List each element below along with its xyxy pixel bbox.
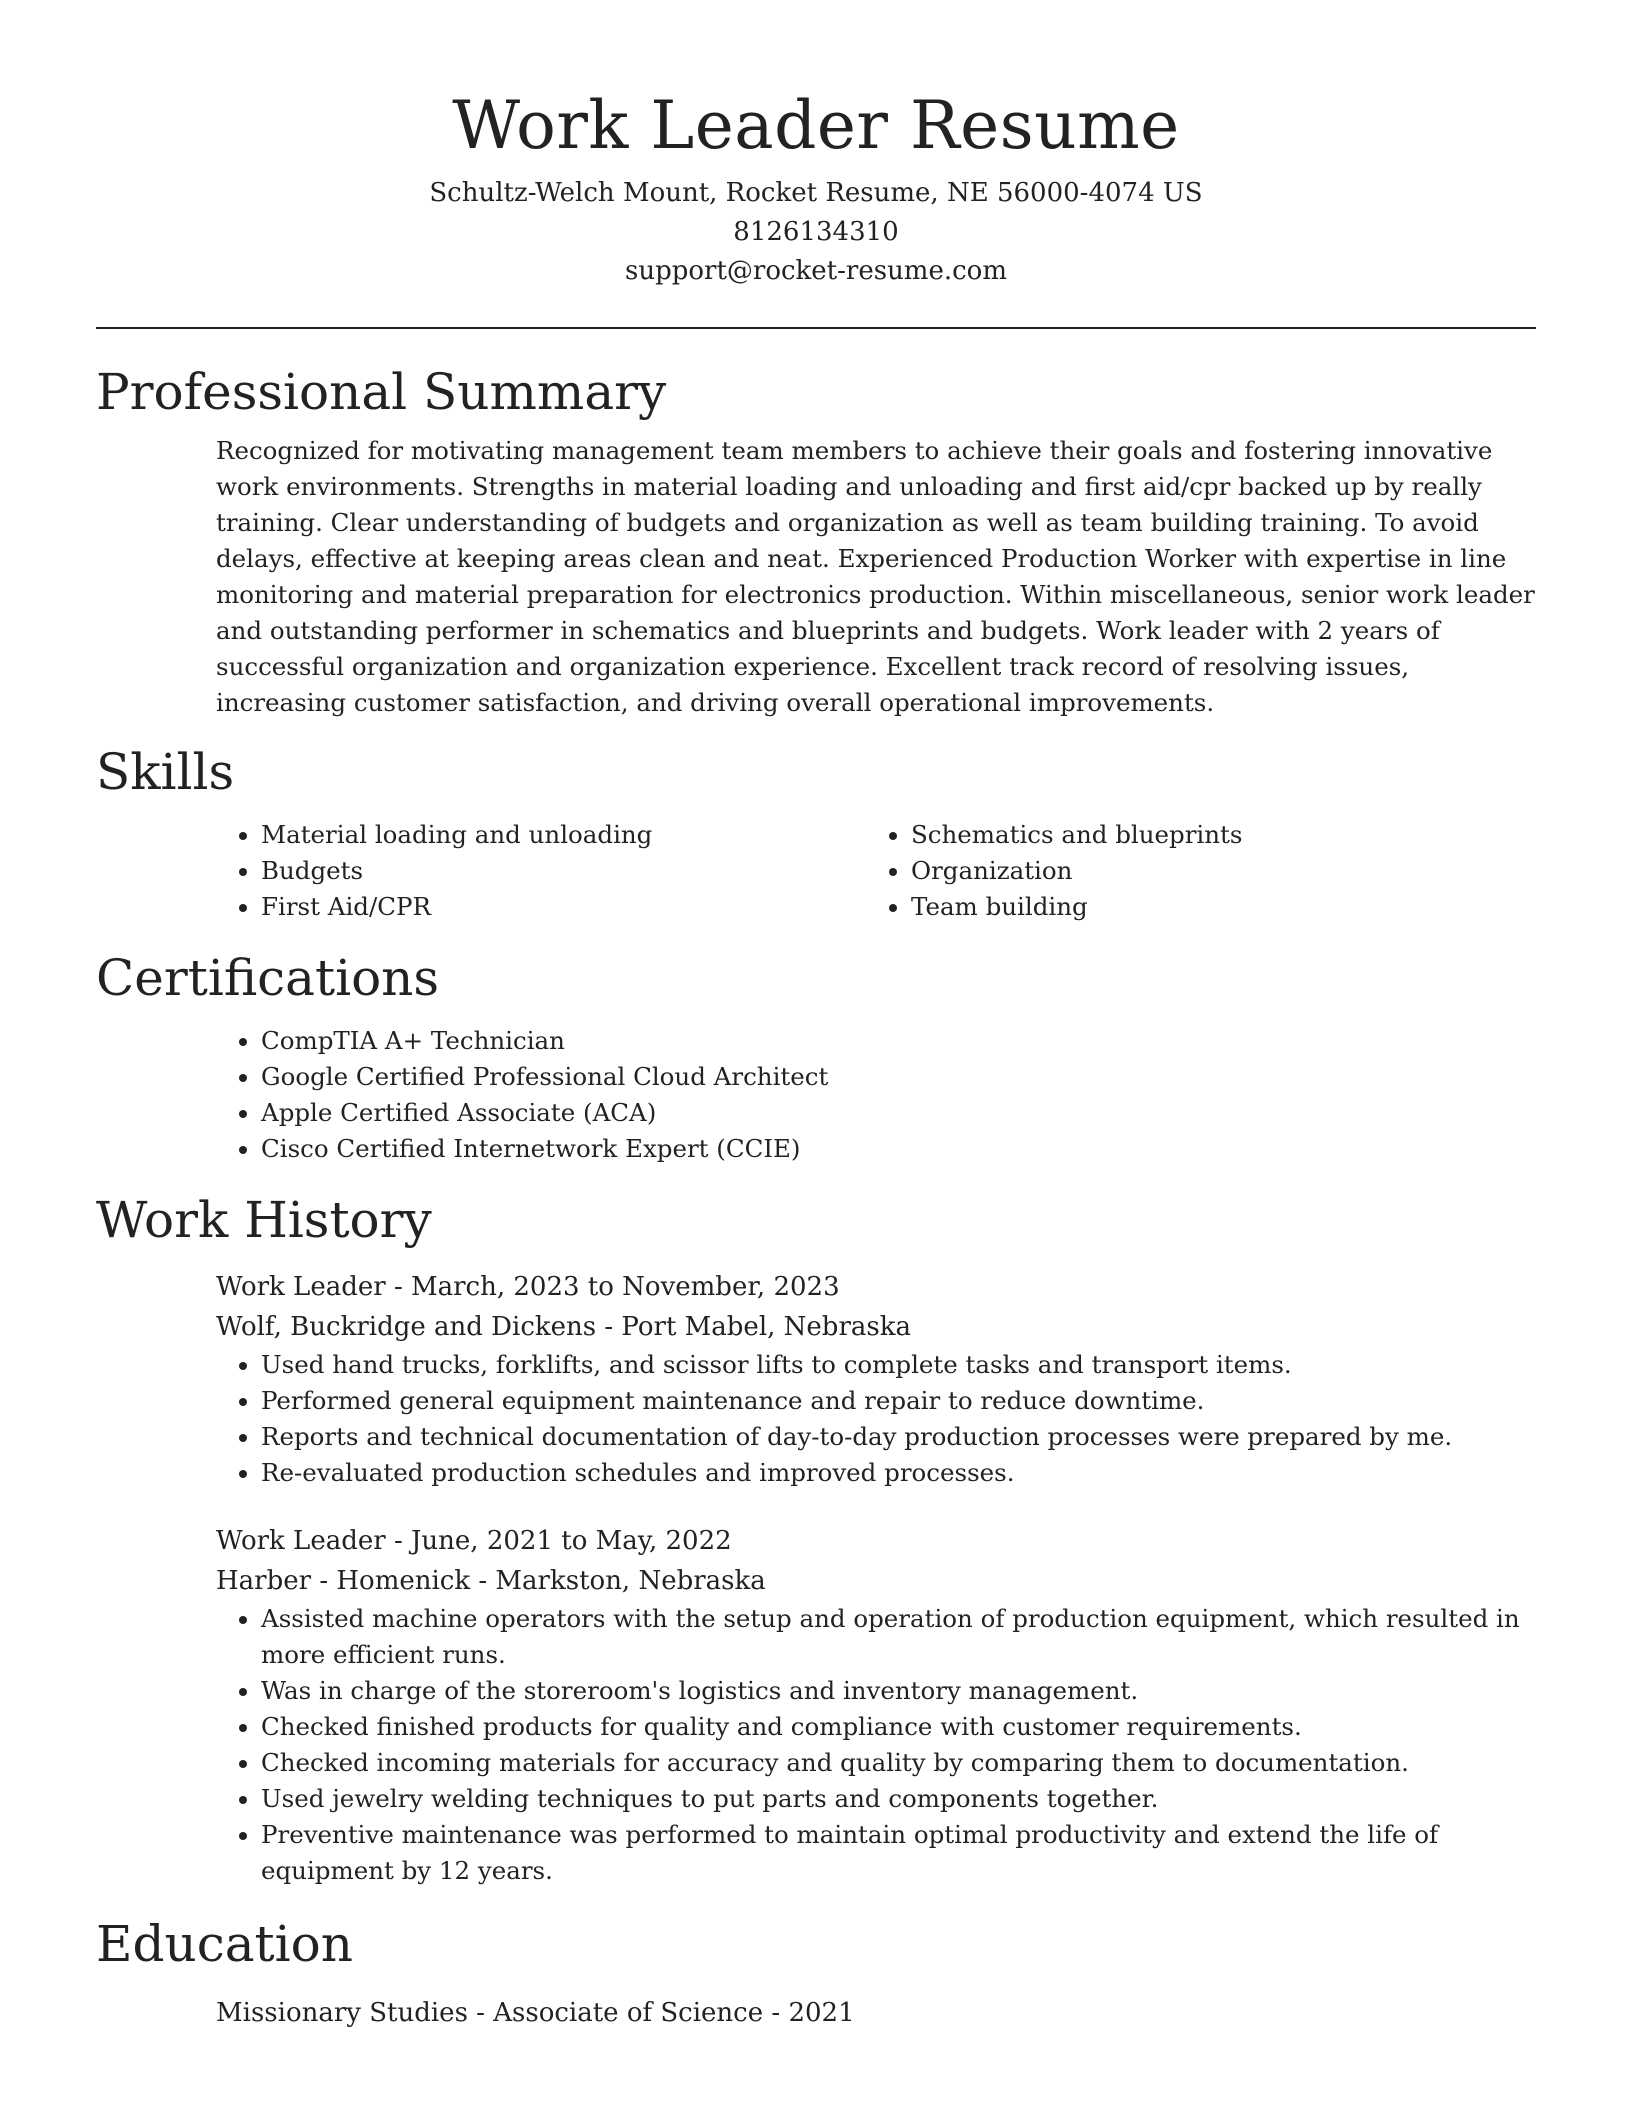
education-heading: Education <box>96 1915 353 1973</box>
skill-item: • Team building <box>911 889 1516 925</box>
work-history-heading: Work History <box>96 1191 432 1249</box>
skills-list-left <box>216 817 866 925</box>
summary-paragraph: Recognized for motivating management team members to achieve their goals and fostering innovative work environments. Strengths in material loading and unloading and first aid/cpr backed up by really training. Clear understanding of budgets and organization as well as team building training. To avoid delays, effective at keeping areas clean and neat. Experienced Production Worker with expertise in line monitoring and material preparation for electronics production. Within miscellaneous, senior work leader and outstanding performer in schematics and blueprints and budgets. Work leader with 2 years of successful organization and organization experience. Excellent track record of resolving issues, increasing customer satisfaction, and driving overall operational improvements. <box>216 436 1535 717</box>
skill-item: • Budgets <box>261 853 866 889</box>
job-entry <box>216 1267 1536 1491</box>
job-duty-item: • Used hand trucks, forklifts, and scissor lifts to complete tasks and transport items. <box>261 1347 1536 1383</box>
job-entry <box>216 1521 1536 1889</box>
contact-email: support@rocket-resume.com <box>624 256 1007 286</box>
job-role-dates: Work Leader - June, 2021 to May, 2022 <box>216 1526 732 1556</box>
skills-heading: Skills <box>96 743 235 801</box>
skills-column-left <box>216 817 866 925</box>
job-duty-item: • Reports and technical documentation of day-to-day production processes were prepared by me. <box>261 1419 1536 1455</box>
certification-item: • Cisco Certified Internetwork Expert (CCIE) <box>261 1131 1536 1167</box>
skills-section <box>216 817 1536 925</box>
job-company-location: Wolf, Buckridge and Dickens - Port Mabel, Nebraska <box>216 1312 911 1342</box>
resume-page <box>96 0 1536 2033</box>
contact-block <box>96 174 1536 291</box>
certification-item: • Apple Certified Associate (ACA) <box>261 1095 1536 1131</box>
skill-item: • Material loading and unloading <box>261 817 866 853</box>
work-history-section <box>216 1267 1536 1889</box>
job-duty-item: • Performed general equipment maintenance and repair to reduce downtime. <box>261 1383 1536 1419</box>
job-duty-item: • Re-evaluated production schedules and improved processes. <box>261 1455 1536 1491</box>
resume-title: Work Leader Resume <box>452 87 1180 164</box>
job-duties-list <box>216 1601 1536 1889</box>
header-divider <box>96 327 1536 329</box>
job-duty-item: • Used jewelry welding techniques to put parts and components together. <box>261 1781 1536 1817</box>
contact-phone: 8126134310 <box>733 217 899 247</box>
skills-column-right <box>866 817 1516 925</box>
education-entry: Missionary Studies - Associate of Science - 2021 <box>216 1998 855 2028</box>
resume-header <box>96 0 1536 291</box>
summary-heading: Professional Summary <box>96 363 667 421</box>
skill-item: • First Aid/CPR <box>261 889 866 925</box>
job-duty-item: • Assisted machine operators with the setup and operation of production equipment, which resulted in more efficient runs. <box>261 1601 1536 1673</box>
job-duty-item: • Preventive maintenance was performed to maintain optimal productivity and extend the life of equipment by 12 years. <box>261 1817 1536 1889</box>
certifications-section <box>216 1023 1536 1167</box>
job-duty-item: • Was in charge of the storeroom's logistics and inventory management. <box>261 1673 1536 1709</box>
skill-item: • Schematics and blueprints <box>911 817 1516 853</box>
job-duties-list <box>216 1347 1536 1491</box>
education-section <box>216 1993 1536 2033</box>
job-company-location: Harber - Homenick - Markston, Nebraska <box>216 1566 766 1596</box>
certification-item: • CompTIA A+ Technician <box>261 1023 1536 1059</box>
summary-section <box>216 433 1536 721</box>
certifications-heading: Certifications <box>96 949 440 1007</box>
skills-list-right <box>866 817 1516 925</box>
skill-item: • Organization <box>911 853 1516 889</box>
certification-item: • Google Certified Professional Cloud Architect <box>261 1059 1536 1095</box>
job-duty-item: • Checked incoming materials for accuracy and quality by comparing them to documentation. <box>261 1745 1536 1781</box>
certifications-list <box>216 1023 1536 1167</box>
job-role-dates: Work Leader - March, 2023 to November, 2023 <box>216 1272 840 1302</box>
job-duty-item: • Checked finished products for quality and compliance with customer requirements. <box>261 1709 1536 1745</box>
contact-address: Schultz-Welch Mount, Rocket Resume, NE 56000-4074 US <box>429 178 1203 208</box>
